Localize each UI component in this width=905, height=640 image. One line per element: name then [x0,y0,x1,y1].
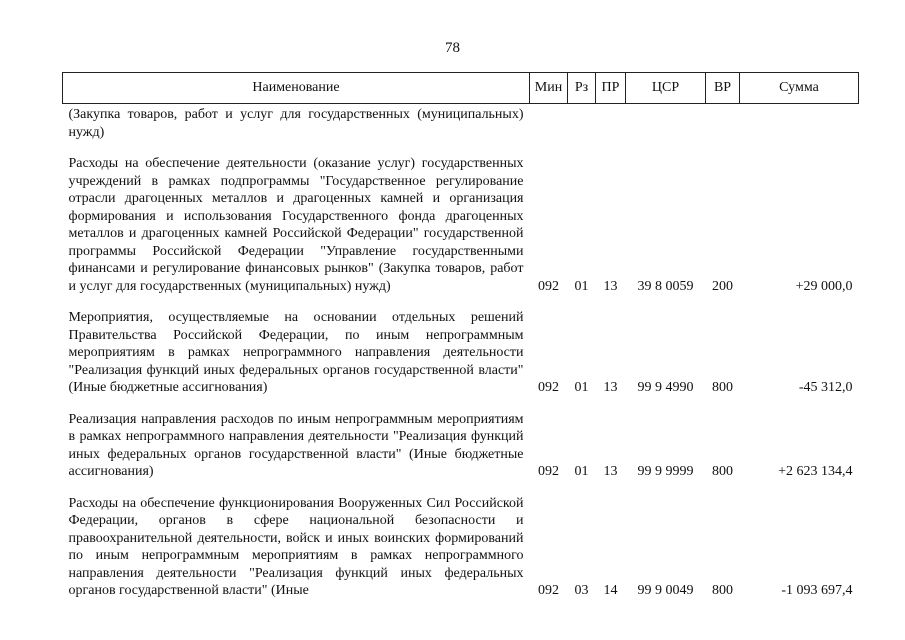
row-pr: 13 [603,380,618,395]
header-name: Наименование [63,73,530,104]
row-name-text: Реализация направления расходов по иным непрограммным мероприятиям в рамках непрограммного направления деятельности "Реализация функций иных федеральных органов государственной власти" (Иные бюджетные ассигнования) [68,411,524,479]
table-row [63,104,859,142]
header-rz: Рз [568,73,596,104]
row-pr [596,104,626,142]
row-rz: 01 [574,278,589,294]
row-vr [706,104,740,142]
row-pr: 13 [603,464,618,479]
row-pr: 13 [603,278,618,294]
budget-table [62,72,859,600]
header-min: Мин [530,73,568,104]
header-vr: ВР [706,73,740,104]
row-name-text: Расходы на обеспечение деятельности (оказание услуг) государственных учреждений в рамках подпрограммы "Государственное регулирование отрасли драгоценных металлов и драгоценных камней и организация формирования и использования Государственного фонда драгоценных металлов и драгоценных камней Российской Федерации" государственной программы Российской Федерации "Управление государственными финансами и регулирование финансовых рынков" (Закупка товаров, работ и услуг для государственных (муниципальных) нужд) [68,156,524,294]
row-rz: 03 [574,583,589,598]
row-csr: 99 9 0049 [637,583,694,598]
row-name [63,141,530,295]
row-name [63,104,530,142]
row-csr: 39 8 0059 [637,278,694,294]
row-min: 092 [538,583,559,598]
row-name [63,481,530,600]
row-min: 092 [538,464,559,479]
row-rz: 01 [574,380,589,395]
row-rz: 01 [574,464,589,479]
row-pr: 14 [603,583,618,598]
row-csr: 99 9 4990 [637,380,694,395]
row-name-text: Расходы на обеспечение функционирования Вооруженных Сил Российской Федерации, органов в сфере национальной безопасности и правоохранительной деятельности, войск и иных воинских формирований по иным непрограммным мероприятиям в рамках непрограммного направления деятельности "Реализация функций иных федеральных органов государственной власти" (Иные [68,495,524,598]
row-vr: 200 [712,278,733,294]
row-name-text: Мероприятия, осуществляемые на основании отдельных решений Правительства Российской Федерации, по иным непрограммным мероприятиям в рамках непрограммного направления деятельности "Реализация функций иных федеральных органов государственной власти" (Иные бюджетные ассигнования) [68,310,524,395]
table-row [63,141,859,295]
row-vr: 800 [712,583,733,598]
row-min [530,104,568,142]
row-name [63,397,530,481]
row-sum: +29 000,0 [795,278,853,294]
header-sum: Сумма [740,73,859,104]
row-vr: 800 [712,464,733,479]
table-row [63,481,859,600]
table-row [63,295,859,397]
header-pr: ПР [596,73,626,104]
table-header-row [63,73,859,104]
row-csr: 99 9 9999 [637,464,694,479]
row-sum: +2 623 134,4 [778,464,853,479]
header-csr: ЦСР [626,73,706,104]
row-csr [626,104,706,142]
row-sum [740,104,859,142]
row-rz [568,104,596,142]
row-sum: -45 312,0 [798,380,853,395]
row-min: 092 [538,278,559,294]
row-name [63,295,530,397]
table-row [63,397,859,481]
page-number: 78 [445,40,460,56]
row-name-text: (Закупка товаров, работ и услуг для государственных (муниципальных) нужд) [68,107,524,140]
row-min: 092 [538,380,559,395]
row-vr: 800 [712,380,733,395]
row-sum: -1 093 697,4 [781,583,853,598]
